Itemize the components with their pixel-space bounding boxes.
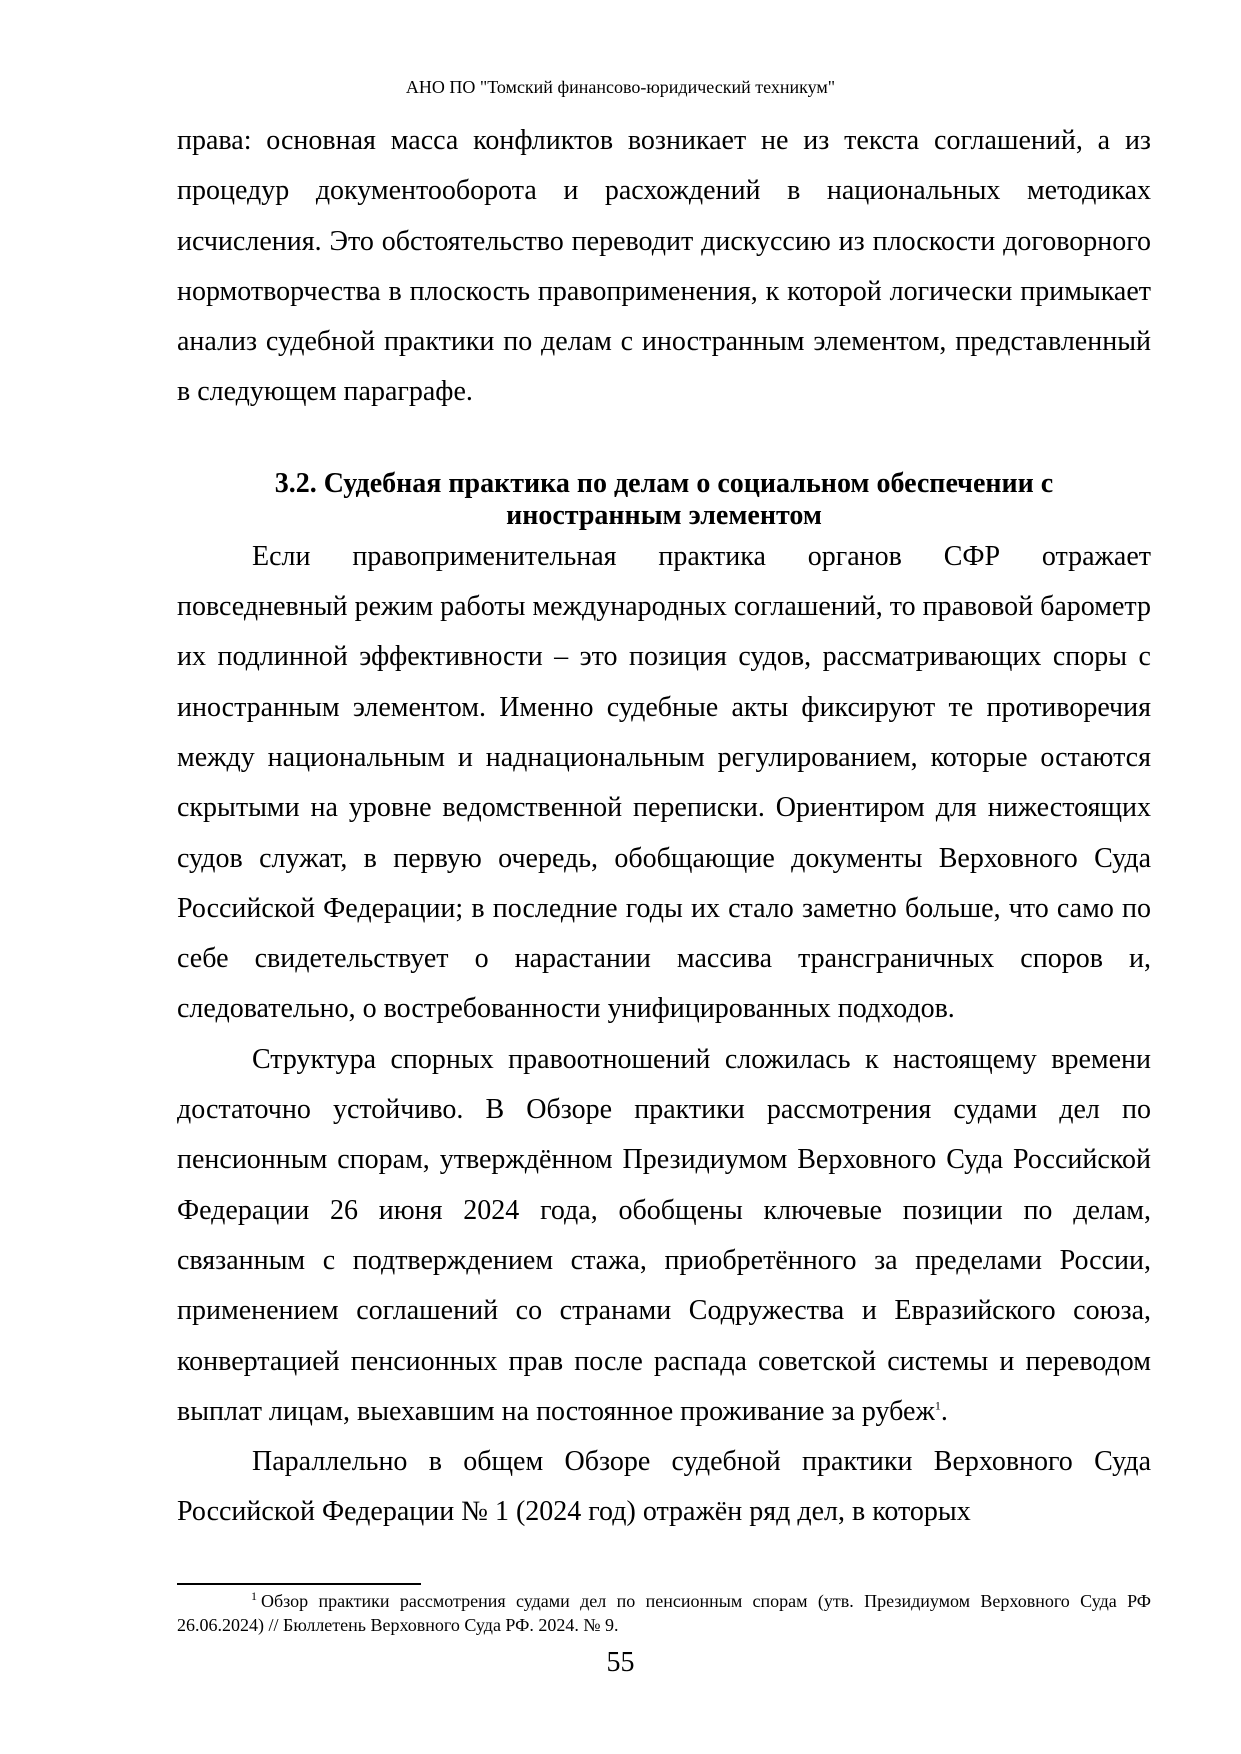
paragraph-dispute-structure (177, 1035, 1151, 1437)
main-text (177, 116, 1151, 1538)
running-header: АНО ПО "Томский финансово-юридический техникум" (405, 77, 836, 97)
paragraph-dispute-structure-end: . (940, 1395, 948, 1427)
paragraph-court-practice-intro: Если правоприменительная практика органов СФР отражает повседневный режим работы международных соглашений, то правовой барометр их подлинной эффективности – это позиция судов, рассматривающих споры с иностранным элементом. Именно судебные акты фиксируют те противоречия между национальным и наднациональным регулированием, которые остаются скрытыми на уровне ведомственной переписки. Ориентиром для нижестоящих судов служат, в первую очередь, обобщающие документы Верховного Суда Российской Федерации; в последние годы их стало заметно больше, что само по себе свидетельствует о нарастании массива трансграничных споров и, следовательно, о востребованности унифицированных подходов. (177, 540, 1151, 1025)
footnote-reference[interactable]: 1 (934, 1398, 941, 1413)
paragraph-dispute-structure-text: Структура спорных правоотношений сложилась к настоящему времени достаточно устойчиво. В Обзоре практики рассмотрения судами дел по пенсионным спорам, утверждённом Президиумом Верховного Суда Российской Федерации 26 июня 2024 года, обобщены ключевые позиции по делам, связанным с подтверждением стажа, приобретённого за пределами России, применением соглашений со странами Содружества и Евразийского союза, конвертацией пенсионных прав после распада советской системы и переводом выплат лицам, выехавшим на постоянное проживание за рубеж (177, 1043, 1151, 1427)
footnote-text: Обзор практики рассмотрения судами дел по пенсионным спорам (утв. Президиумом Верховного Суда РФ 26.06.2024) // Бюллетень Верховного Суда РФ. 2024. № 9. (177, 1591, 1151, 1635)
section-heading: 3.2. Судебная практика по делам о социальном обеспечении с иностранным элементом (274, 467, 1054, 531)
footnote-number: 1 (251, 1589, 257, 1603)
page-number: 55 (606, 1647, 635, 1678)
paragraph-general-review: Параллельно в общем Обзоре судебной практики Верховного Суда Российской Федерации № 1 (2024 год) отражён ряд дел, в которых (177, 1446, 1151, 1528)
footnote-area (177, 1583, 1151, 1637)
paragraph-continuation: права: основная масса конфликтов возникает не из текста соглашений, а из процедур документооборота и расхождений в национальных методиках исчисления. Это обстоятельство переводит дискуссию из плоскости договорного нормотворчества в плоскость правоприменения, к которой логически примыкает анализ судебной практики по делам с иностранным элементом, представленный в следующем параграфе. (177, 125, 1151, 408)
footnote (177, 1589, 1151, 1637)
footnote-separator (177, 1583, 421, 1585)
